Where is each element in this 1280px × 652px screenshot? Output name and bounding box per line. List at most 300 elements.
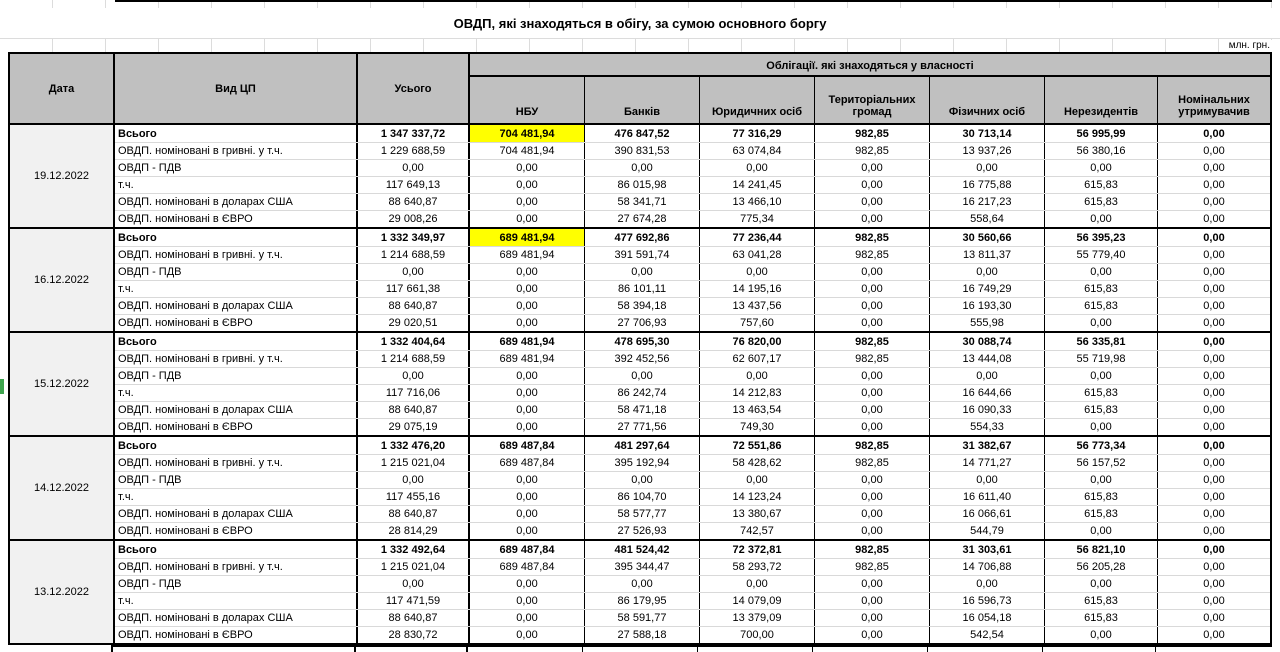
value-cell[interactable]: 27 706,93 xyxy=(585,315,700,331)
value-cell[interactable]: 13 466,10 xyxy=(700,194,815,210)
table-row xyxy=(115,314,1270,331)
value-cell[interactable]: 0,00 xyxy=(1203,457,1225,469)
value-cell[interactable]: 86 242,74 xyxy=(585,385,700,401)
table-row xyxy=(115,125,1270,142)
value-cell[interactable]: 14 706,88 xyxy=(930,559,1045,575)
row-label-cell[interactable]: ОВДП - ПДВ xyxy=(115,264,358,280)
value-cell[interactable]: 0,00 xyxy=(585,160,700,176)
value-cell[interactable]: 117 716,06 xyxy=(358,385,470,401)
value-cell[interactable]: 0,00 xyxy=(1203,266,1225,278)
date-block xyxy=(10,333,1270,437)
unit-label[interactable]: млн. грн. xyxy=(1229,40,1280,52)
value-cell[interactable]: 62 607,17 xyxy=(700,351,815,367)
value-cell[interactable]: 982,85 xyxy=(815,229,930,246)
value-cell[interactable]: 982,85 xyxy=(815,437,930,454)
value-cell[interactable]: 615,83 xyxy=(1045,610,1158,626)
row-label-cell[interactable]: ОВДП. номіновані в гривні. у т.ч. xyxy=(115,247,358,263)
row-label-cell[interactable]: ОВДП. номіновані в доларах США xyxy=(115,194,358,210)
value-cell[interactable]: 30 713,14 xyxy=(930,125,1045,142)
value-cell[interactable]: 542,54 xyxy=(930,627,1045,643)
row-label-cell[interactable]: т.ч. xyxy=(115,385,358,401)
value-cell[interactable]: 27 674,28 xyxy=(585,211,700,227)
row-label-cell[interactable]: ОВДП. номіновані в гривні. у т.ч. xyxy=(115,455,358,471)
value-cell[interactable]: 0,00 xyxy=(1203,474,1225,486)
value-cell[interactable]: 0,00 xyxy=(1045,211,1158,227)
sheet-title[interactable]: ОВДП, які знаходяться в обігу, за сумою основного боргу xyxy=(453,15,827,31)
value-cell[interactable]: 56 380,16 xyxy=(1045,143,1158,159)
value-cell[interactable]: 0,00 xyxy=(470,523,585,539)
value-cell[interactable]: 0,00 xyxy=(470,177,585,193)
value-cell[interactable]: 31 382,67 xyxy=(930,437,1045,454)
value-cell[interactable]: 16 596,73 xyxy=(930,593,1045,609)
value-cell[interactable]: 86 104,70 xyxy=(585,489,700,505)
value-cell[interactable]: 0,00 xyxy=(1203,543,1225,556)
column-header-nominal-holders[interactable]: Номінальних утримувачив xyxy=(1178,94,1250,118)
value-cell[interactable]: 0,00 xyxy=(1203,578,1225,590)
value-cell[interactable]: 395 192,94 xyxy=(585,455,700,471)
value-cell[interactable]: 56 821,10 xyxy=(1045,541,1158,558)
value-cell[interactable]: 982,85 xyxy=(815,559,930,575)
table-row xyxy=(115,437,1270,454)
value-cell[interactable]: 29 008,26 xyxy=(358,211,470,227)
value-cell[interactable]: 0,00 xyxy=(1203,249,1225,261)
value-cell[interactable]: 0,00 xyxy=(358,576,470,592)
row-label-cell[interactable]: ОВДП. номіновані в ЄВРО xyxy=(115,211,358,227)
table-row xyxy=(115,592,1270,609)
value-cell[interactable]: 689 481,94 xyxy=(470,247,585,263)
value-cell[interactable]: 27 526,93 xyxy=(585,523,700,539)
value-cell[interactable]: 0,00 xyxy=(815,177,930,193)
value-cell[interactable]: 117 455,16 xyxy=(358,489,470,505)
value-cell[interactable]: 14 771,27 xyxy=(930,455,1045,471)
value-cell[interactable]: 0,00 xyxy=(1045,523,1158,539)
value-cell[interactable]: 0,00 xyxy=(700,368,815,384)
value-cell[interactable]: 117 649,13 xyxy=(358,177,470,193)
value-cell[interactable]: 16 611,40 xyxy=(930,489,1045,505)
value-cell[interactable]: 615,83 xyxy=(1045,385,1158,401)
value-cell[interactable]: 0,00 xyxy=(470,472,585,488)
value-cell[interactable]: 0,00 xyxy=(1203,612,1225,624)
value-cell[interactable]: 0,00 xyxy=(1045,472,1158,488)
value-cell[interactable]: 615,83 xyxy=(1045,298,1158,314)
value-cell[interactable]: 0,00 xyxy=(815,576,930,592)
value-cell[interactable]: 544,79 xyxy=(930,523,1045,539)
value-cell[interactable]: 56 205,28 xyxy=(1045,559,1158,575)
value-cell[interactable]: 0,00 xyxy=(700,160,815,176)
row-label-cell[interactable]: ОВДП - ПДВ xyxy=(115,472,358,488)
value-cell[interactable]: 0,00 xyxy=(358,472,470,488)
value-cell[interactable]: 0,00 xyxy=(930,264,1045,280)
value-cell[interactable]: 13 463,54 xyxy=(700,402,815,418)
value-cell[interactable]: 982,85 xyxy=(815,125,930,142)
date-cell[interactable]: 14.12.2022 xyxy=(10,437,115,539)
value-cell[interactable]: 478 695,30 xyxy=(585,333,700,350)
value-cell[interactable]: 55 719,98 xyxy=(1045,351,1158,367)
value-cell[interactable]: 63 074,84 xyxy=(700,143,815,159)
row-label-cell[interactable]: ОВДП - ПДВ xyxy=(115,576,358,592)
value-cell[interactable]: 86 015,98 xyxy=(585,177,700,193)
value-cell[interactable]: 0,00 xyxy=(700,576,815,592)
value-cell[interactable]: 0,00 xyxy=(1203,213,1225,225)
value-cell[interactable]: 0,00 xyxy=(815,627,930,643)
value-cell[interactable]: 58 591,77 xyxy=(585,610,700,626)
value-cell[interactable]: 0,00 xyxy=(1203,283,1225,295)
value-cell[interactable]: 392 452,56 xyxy=(585,351,700,367)
value-cell[interactable]: 0,00 xyxy=(358,264,470,280)
value-cell[interactable]: 749,30 xyxy=(700,419,815,435)
date-cell[interactable]: 16.12.2022 xyxy=(10,229,115,331)
value-cell[interactable]: 117 471,59 xyxy=(358,593,470,609)
value-cell[interactable]: 615,83 xyxy=(1045,593,1158,609)
value-cell[interactable]: 0,00 xyxy=(815,194,930,210)
column-group-header-ownership[interactable]: Облігації. які знаходяться у власності xyxy=(470,54,1270,77)
value-cell[interactable]: 27 588,18 xyxy=(585,627,700,643)
value-cell[interactable]: 0,00 xyxy=(470,194,585,210)
value-cell[interactable]: 58 428,62 xyxy=(700,455,815,471)
value-cell[interactable]: 554,33 xyxy=(930,419,1045,435)
value-cell[interactable]: 0,00 xyxy=(470,419,585,435)
value-cell[interactable]: 615,83 xyxy=(1045,402,1158,418)
value-cell[interactable]: 982,85 xyxy=(815,351,930,367)
value-cell[interactable]: 16 193,30 xyxy=(930,298,1045,314)
value-cell[interactable]: 0,00 xyxy=(815,506,930,522)
value-cell[interactable]: 0,00 xyxy=(1203,404,1225,416)
table-row xyxy=(115,558,1270,575)
value-cell[interactable]: 72 551,86 xyxy=(700,437,815,454)
row-label-cell[interactable]: ОВДП. номіновані в гривні. у т.ч. xyxy=(115,559,358,575)
value-cell[interactable]: 0,00 xyxy=(1203,491,1225,503)
value-cell[interactable]: 86 179,95 xyxy=(585,593,700,609)
value-cell[interactable]: 0,00 xyxy=(1203,629,1225,641)
value-cell[interactable]: 0,00 xyxy=(930,160,1045,176)
value-cell[interactable]: 0,00 xyxy=(1203,145,1225,157)
value-cell[interactable]: 0,00 xyxy=(815,402,930,418)
row-label-cell[interactable]: ОВДП. номіновані в ЄВРО xyxy=(115,315,358,331)
row-label-cell[interactable]: ОВДП. номіновані в доларах США xyxy=(115,610,358,626)
value-cell[interactable]: 704 481,94 xyxy=(470,143,585,159)
value-cell[interactable]: 1 332 404,64 xyxy=(358,333,470,350)
value-cell[interactable]: 481 524,42 xyxy=(585,541,700,558)
value-cell[interactable]: 0,00 xyxy=(815,368,930,384)
value-cell[interactable]: 0,00 xyxy=(585,576,700,592)
value-cell[interactable]: 1 215 021,04 xyxy=(358,559,470,575)
value-cell[interactable]: 0,00 xyxy=(470,160,585,176)
column-header-banks[interactable]: Банків xyxy=(585,77,700,123)
value-cell[interactable]: 555,98 xyxy=(930,315,1045,331)
value-cell[interactable]: 0,00 xyxy=(815,211,930,227)
value-cell[interactable]: 0,00 xyxy=(470,315,585,331)
row-label-cell[interactable]: т.ч. xyxy=(115,177,358,193)
value-cell[interactable]: 0,00 xyxy=(815,489,930,505)
value-cell[interactable]: 0,00 xyxy=(585,264,700,280)
value-cell[interactable]: 30 560,66 xyxy=(930,229,1045,246)
value-cell[interactable]: 117 661,38 xyxy=(358,281,470,297)
value-cell[interactable]: 13 379,09 xyxy=(700,610,815,626)
value-cell[interactable]: 58 577,77 xyxy=(585,506,700,522)
value-cell[interactable]: 477 692,86 xyxy=(585,229,700,246)
column-header-total[interactable]: Усього xyxy=(358,54,470,123)
value-cell[interactable]: 0,00 xyxy=(815,264,930,280)
row-label-cell[interactable]: Всього xyxy=(115,541,358,558)
value-cell[interactable]: 0,00 xyxy=(1045,264,1158,280)
row-label-cell[interactable]: ОВДП. номіновані в доларах США xyxy=(115,298,358,314)
value-cell[interactable]: 689 481,94 xyxy=(470,351,585,367)
value-cell[interactable]: 56 395,23 xyxy=(1045,229,1158,246)
row-label-cell[interactable]: Всього xyxy=(115,125,358,142)
value-cell[interactable]: 16 054,18 xyxy=(930,610,1045,626)
value-cell[interactable]: 1 229 688,59 xyxy=(358,143,470,159)
row-label-cell[interactable]: ОВДП. номіновані в ЄВРО xyxy=(115,419,358,435)
bottom-partial-cells xyxy=(113,645,1272,652)
value-cell[interactable]: 689 487,84 xyxy=(470,559,585,575)
value-cell[interactable]: 0,00 xyxy=(470,264,585,280)
value-cell[interactable]: 58 293,72 xyxy=(700,559,815,575)
value-cell[interactable]: 982,85 xyxy=(815,455,930,471)
value-cell[interactable]: 615,83 xyxy=(1045,177,1158,193)
value-cell[interactable]: 0,00 xyxy=(700,264,815,280)
value-cell[interactable]: 86 101,11 xyxy=(585,281,700,297)
row-label-cell[interactable]: ОВДП. номіновані в доларах США xyxy=(115,506,358,522)
value-cell[interactable]: 982,85 xyxy=(815,333,930,350)
value-cell[interactable]: 0,00 xyxy=(1203,162,1225,174)
value-cell[interactable]: 0,00 xyxy=(470,402,585,418)
column-header-date[interactable]: Дата xyxy=(10,54,115,123)
value-cell[interactable]: 0,00 xyxy=(1203,508,1225,520)
value-cell[interactable]: 28 830,72 xyxy=(358,627,470,643)
value-cell[interactable]: 615,83 xyxy=(1045,489,1158,505)
value-cell[interactable]: 689 481,94 xyxy=(470,333,585,350)
row-label-cell[interactable]: ОВДП - ПДВ xyxy=(115,160,358,176)
value-cell[interactable]: 0,00 xyxy=(470,385,585,401)
value-cell[interactable]: 0,00 xyxy=(930,472,1045,488)
value-cell[interactable]: 704 481,94 xyxy=(470,125,585,142)
value-cell[interactable]: 0,00 xyxy=(1203,353,1225,365)
value-cell[interactable]: 0,00 xyxy=(815,385,930,401)
date-cell[interactable]: 19.12.2022 xyxy=(10,125,115,227)
value-cell[interactable]: 0,00 xyxy=(470,211,585,227)
value-cell[interactable]: 742,57 xyxy=(700,523,815,539)
value-cell[interactable]: 390 831,53 xyxy=(585,143,700,159)
value-cell[interactable]: 58 471,18 xyxy=(585,402,700,418)
value-cell[interactable]: 0,00 xyxy=(1203,439,1225,452)
value-cell[interactable]: 13 444,08 xyxy=(930,351,1045,367)
value-cell[interactable]: 757,60 xyxy=(700,315,815,331)
value-cell[interactable]: 13 437,56 xyxy=(700,298,815,314)
value-cell[interactable]: 0,00 xyxy=(1203,196,1225,208)
value-cell[interactable]: 0,00 xyxy=(700,472,815,488)
table-body xyxy=(8,125,1272,645)
value-cell[interactable]: 88 640,87 xyxy=(358,194,470,210)
value-cell[interactable]: 775,34 xyxy=(700,211,815,227)
value-cell[interactable]: 1 214 688,59 xyxy=(358,351,470,367)
value-cell[interactable]: 1 332 492,64 xyxy=(358,541,470,558)
column-header-nonresidents[interactable]: Нерезидентів xyxy=(1045,77,1158,123)
value-cell[interactable]: 0,00 xyxy=(1045,368,1158,384)
value-cell[interactable]: 0,00 xyxy=(470,298,585,314)
value-cell[interactable]: 0,00 xyxy=(358,160,470,176)
row-label-cell[interactable]: т.ч. xyxy=(115,281,358,297)
value-cell[interactable]: 982,85 xyxy=(815,143,930,159)
value-cell[interactable]: 16 066,61 xyxy=(930,506,1045,522)
value-cell[interactable]: 689 487,84 xyxy=(470,437,585,454)
value-cell[interactable]: 29 020,51 xyxy=(358,315,470,331)
value-cell[interactable]: 13 937,26 xyxy=(930,143,1045,159)
value-cell[interactable]: 0,00 xyxy=(815,281,930,297)
row-label-cell[interactable]: т.ч. xyxy=(115,489,358,505)
value-cell[interactable]: 88 640,87 xyxy=(358,402,470,418)
value-cell[interactable]: 0,00 xyxy=(1203,231,1225,244)
value-cell[interactable]: 56 773,34 xyxy=(1045,437,1158,454)
value-cell[interactable]: 0,00 xyxy=(470,610,585,626)
value-cell[interactable]: 16 217,23 xyxy=(930,194,1045,210)
value-cell[interactable]: 0,00 xyxy=(815,472,930,488)
value-cell[interactable]: 689 481,94 xyxy=(470,229,585,246)
row-label-cell[interactable]: ОВДП. номіновані в доларах США xyxy=(115,402,358,418)
value-cell[interactable]: 476 847,52 xyxy=(585,125,700,142)
value-cell[interactable]: 31 303,61 xyxy=(930,541,1045,558)
value-cell[interactable]: 0,00 xyxy=(470,281,585,297)
value-cell[interactable]: 0,00 xyxy=(1203,127,1225,140)
row-label-cell[interactable]: Всього xyxy=(115,437,358,454)
value-cell[interactable]: 88 640,87 xyxy=(358,298,470,314)
value-cell[interactable]: 14 212,83 xyxy=(700,385,815,401)
value-cell[interactable]: 14 123,24 xyxy=(700,489,815,505)
value-cell[interactable]: 1 332 349,97 xyxy=(358,229,470,246)
column-header-territorial-communities[interactable]: Територіальних громад xyxy=(815,77,930,123)
value-cell[interactable]: 0,00 xyxy=(358,368,470,384)
row-label-cell[interactable]: ОВДП. номіновані в гривні. у т.ч. xyxy=(115,351,358,367)
date-cell[interactable]: 15.12.2022 xyxy=(10,333,115,435)
value-cell[interactable]: 391 591,74 xyxy=(585,247,700,263)
value-cell[interactable]: 16 090,33 xyxy=(930,402,1045,418)
row-label-cell[interactable]: ОВДП. номіновані в ЄВРО xyxy=(115,627,358,643)
value-cell[interactable]: 28 814,29 xyxy=(358,523,470,539)
value-cell[interactable]: 1 215 021,04 xyxy=(358,455,470,471)
value-cell[interactable]: 56 335,81 xyxy=(1045,333,1158,350)
value-cell[interactable]: 29 075,19 xyxy=(358,419,470,435)
row-label-cell[interactable]: ОВДП. номіновані в ЄВРО xyxy=(115,523,358,539)
value-cell[interactable]: 0,00 xyxy=(1045,160,1158,176)
value-cell[interactable]: 0,00 xyxy=(1203,387,1225,399)
value-cell[interactable]: 16 775,88 xyxy=(930,177,1045,193)
value-cell[interactable]: 0,00 xyxy=(815,523,930,539)
date-block xyxy=(10,229,1270,333)
value-cell[interactable]: 615,83 xyxy=(1045,506,1158,522)
gutter-selection-marker xyxy=(0,379,4,394)
value-cell[interactable]: 77 236,44 xyxy=(700,229,815,246)
value-cell[interactable]: 558,64 xyxy=(930,211,1045,227)
value-cell[interactable]: 0,00 xyxy=(930,368,1045,384)
value-cell[interactable]: 0,00 xyxy=(1203,421,1225,433)
value-cell[interactable]: 0,00 xyxy=(1203,595,1225,607)
value-cell[interactable]: 14 241,45 xyxy=(700,177,815,193)
value-cell[interactable]: 0,00 xyxy=(1203,335,1225,348)
value-cell[interactable]: 0,00 xyxy=(1045,627,1158,643)
value-cell[interactable]: 0,00 xyxy=(1203,525,1225,537)
value-cell[interactable]: 0,00 xyxy=(585,472,700,488)
value-cell[interactable]: 0,00 xyxy=(470,593,585,609)
value-cell[interactable]: 982,85 xyxy=(815,541,930,558)
row-label-cell[interactable]: ОВДП - ПДВ xyxy=(115,368,358,384)
value-cell[interactable]: 56 995,99 xyxy=(1045,125,1158,142)
value-cell[interactable]: 13 811,37 xyxy=(930,247,1045,263)
value-cell[interactable]: 0,00 xyxy=(930,576,1045,592)
value-cell[interactable]: 1 347 337,72 xyxy=(358,125,470,142)
value-cell[interactable]: 0,00 xyxy=(470,368,585,384)
value-cell[interactable]: 0,00 xyxy=(815,315,930,331)
row-label-cell[interactable]: т.ч. xyxy=(115,593,358,609)
value-cell[interactable]: 700,00 xyxy=(700,627,815,643)
value-cell[interactable]: 0,00 xyxy=(1045,576,1158,592)
value-cell[interactable]: 88 640,87 xyxy=(358,610,470,626)
value-cell[interactable]: 77 316,29 xyxy=(700,125,815,142)
value-cell[interactable]: 615,83 xyxy=(1045,194,1158,210)
value-cell[interactable]: 395 344,47 xyxy=(585,559,700,575)
date-cell[interactable]: 13.12.2022 xyxy=(10,541,115,643)
value-cell[interactable]: 481 297,64 xyxy=(585,437,700,454)
value-cell[interactable]: 0,00 xyxy=(815,610,930,626)
value-cell[interactable]: 56 157,52 xyxy=(1045,455,1158,471)
value-cell[interactable]: 1 332 476,20 xyxy=(358,437,470,454)
value-cell[interactable]: 615,83 xyxy=(1045,281,1158,297)
value-cell[interactable]: 0,00 xyxy=(470,627,585,643)
column-header-security-type[interactable]: Вид ЦП xyxy=(115,54,358,123)
value-cell[interactable]: 0,00 xyxy=(815,419,930,435)
value-cell[interactable]: 16 749,29 xyxy=(930,281,1045,297)
row-label-cell[interactable]: Всього xyxy=(115,229,358,246)
value-cell[interactable]: 14 079,09 xyxy=(700,593,815,609)
row-label-cell[interactable]: Всього xyxy=(115,333,358,350)
value-cell[interactable]: 0,00 xyxy=(1203,179,1225,191)
value-cell[interactable]: 30 088,74 xyxy=(930,333,1045,350)
value-cell[interactable]: 58 394,18 xyxy=(585,298,700,314)
value-cell[interactable]: 0,00 xyxy=(585,368,700,384)
value-cell[interactable]: 0,00 xyxy=(470,489,585,505)
value-cell[interactable]: 72 372,81 xyxy=(700,541,815,558)
value-cell[interactable]: 13 380,67 xyxy=(700,506,815,522)
value-cell[interactable]: 689 487,84 xyxy=(470,541,585,558)
value-cell[interactable]: 55 779,40 xyxy=(1045,247,1158,263)
table-row xyxy=(115,297,1270,314)
column-header-nbu[interactable]: НБУ xyxy=(470,77,585,123)
value-cell[interactable]: 58 341,71 xyxy=(585,194,700,210)
value-cell[interactable]: 0,00 xyxy=(470,506,585,522)
value-cell[interactable]: 0,00 xyxy=(1203,300,1225,312)
value-cell[interactable]: 27 771,56 xyxy=(585,419,700,435)
value-cell[interactable]: 0,00 xyxy=(1203,370,1225,382)
value-cell[interactable]: 0,00 xyxy=(815,298,930,314)
value-cell[interactable]: 0,00 xyxy=(1045,315,1158,331)
value-cell[interactable]: 689 487,84 xyxy=(470,455,585,471)
table-row xyxy=(115,401,1270,418)
value-cell[interactable]: 0,00 xyxy=(1203,317,1225,329)
value-cell[interactable]: 982,85 xyxy=(815,247,930,263)
value-cell[interactable]: 0,00 xyxy=(1045,419,1158,435)
value-cell[interactable]: 1 214 688,59 xyxy=(358,247,470,263)
value-cell[interactable]: 0,00 xyxy=(815,593,930,609)
value-cell[interactable]: 88 640,87 xyxy=(358,506,470,522)
column-header-individuals[interactable]: Фізичних осіб xyxy=(930,77,1045,123)
value-cell[interactable]: 76 820,00 xyxy=(700,333,815,350)
value-cell[interactable]: 0,00 xyxy=(470,576,585,592)
value-cell[interactable]: 16 644,66 xyxy=(930,385,1045,401)
value-cell[interactable]: 14 195,16 xyxy=(700,281,815,297)
column-header-legal-entities[interactable]: Юридичних осіб xyxy=(700,77,815,123)
row-label-cell[interactable]: ОВДП. номіновані в гривні. у т.ч. xyxy=(115,143,358,159)
value-cell[interactable]: 0,00 xyxy=(815,160,930,176)
value-cell[interactable]: 0,00 xyxy=(1203,561,1225,573)
value-cell[interactable]: 63 041,28 xyxy=(700,247,815,263)
